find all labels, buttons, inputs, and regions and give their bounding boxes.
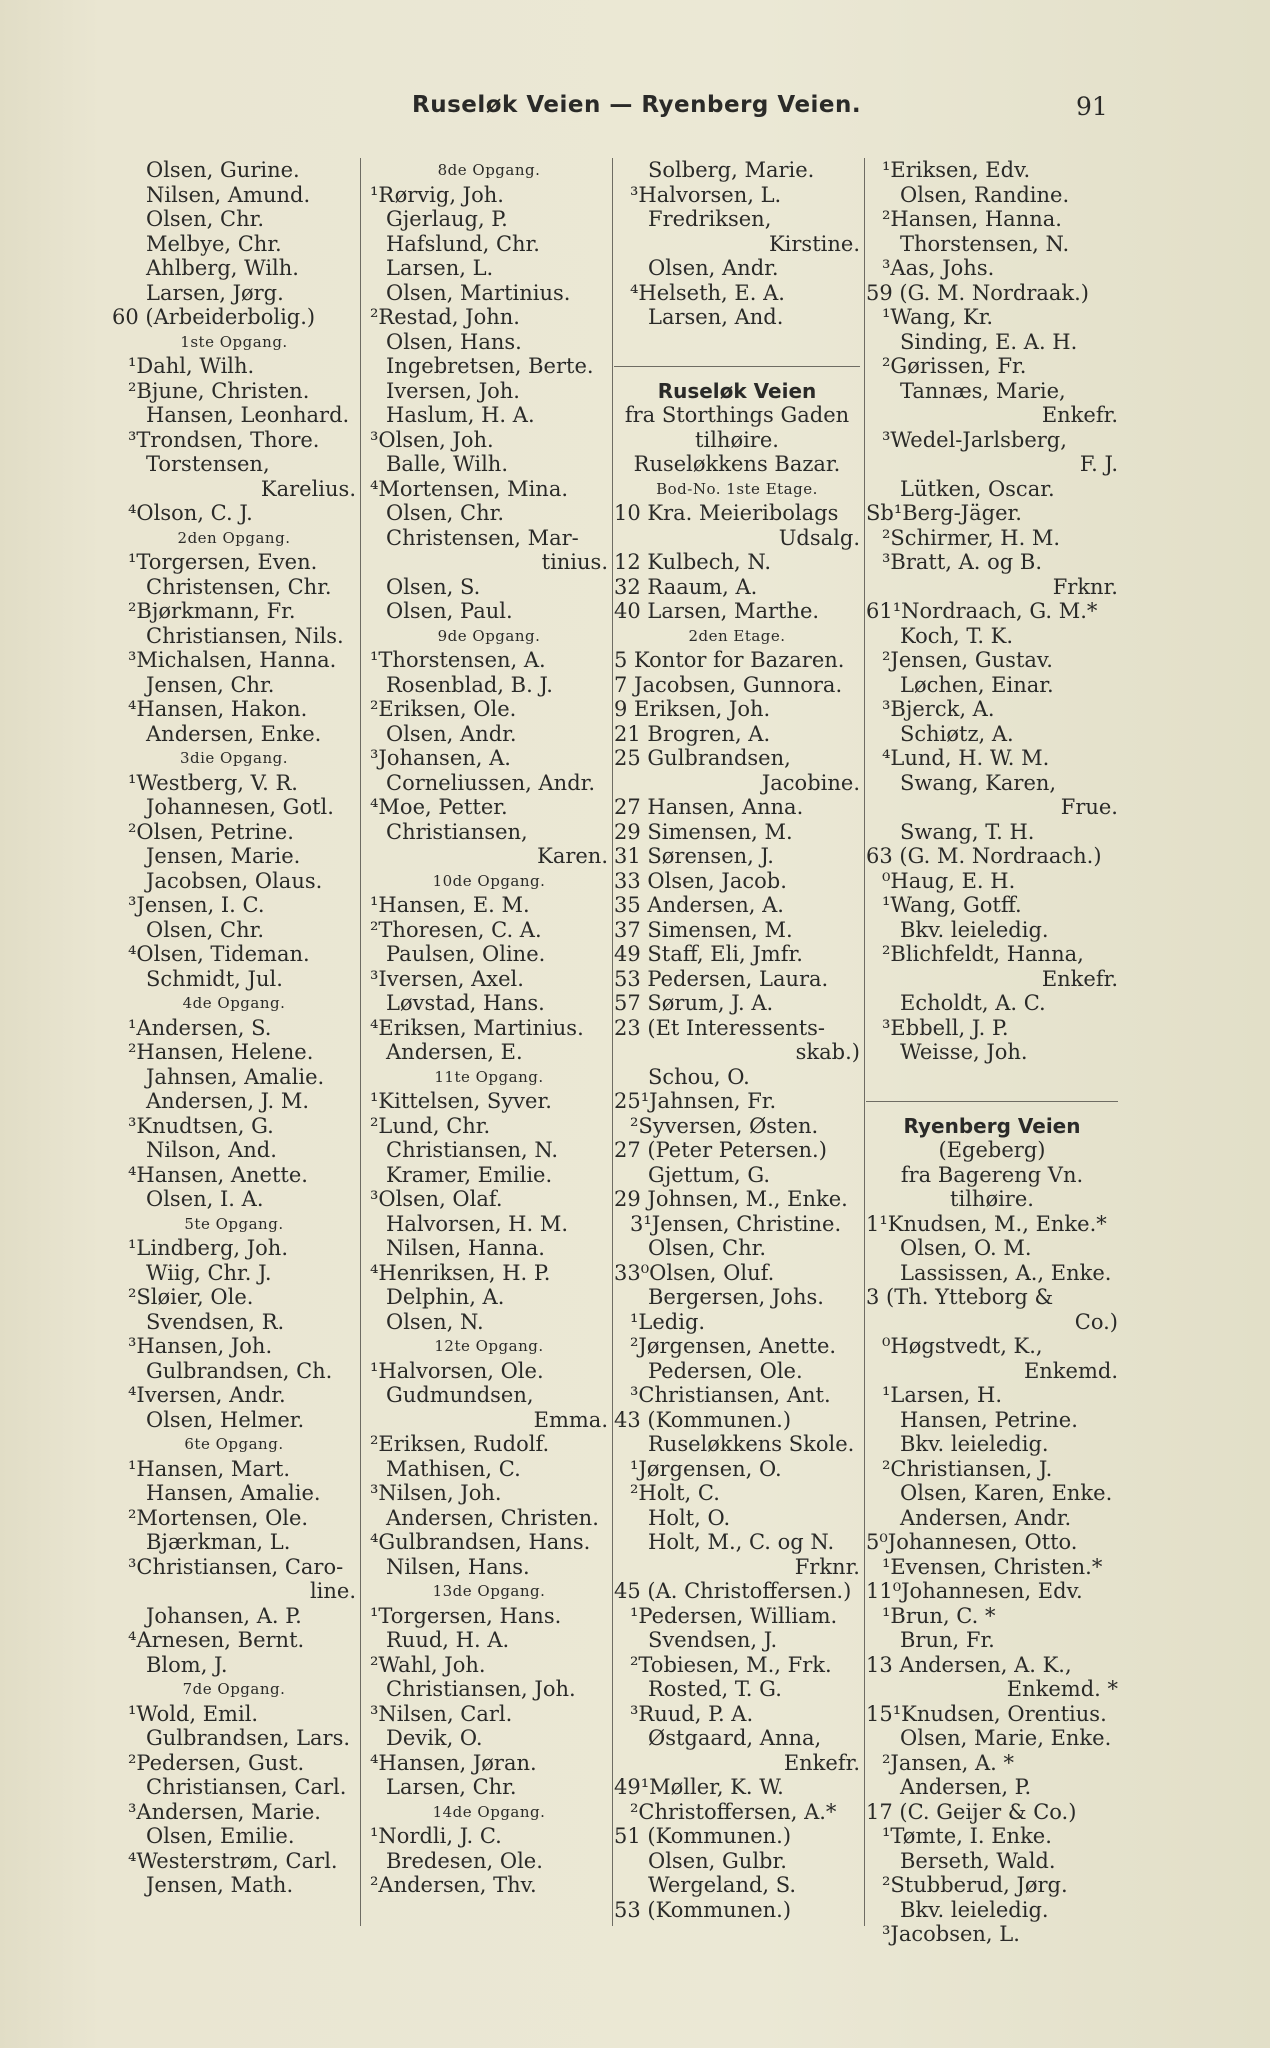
directory-entry: 32 Raaum, A.: [614, 574, 758, 599]
directory-entry: Melbye, Chr.: [146, 231, 282, 256]
directory-entry: Schmidt, Jul.: [146, 966, 283, 991]
directory-entry: 63 (G. M. Nordraach.): [866, 844, 1102, 868]
directory-entry: Blom, J.: [146, 1652, 228, 1677]
street-note: fra Bagereng Vn.: [900, 1162, 1084, 1187]
directory-entry: Johansen, A. P.: [146, 1603, 302, 1628]
directory-entry: ³Bratt, A. og B.: [882, 550, 1043, 574]
column-rule: [612, 158, 613, 1926]
directory-entry: Kramer, Emilie.: [386, 1162, 553, 1187]
directory-entry: ⁴Gulbrandsen, Hans.: [370, 1530, 591, 1554]
entry-continuation: Udsalg.: [778, 525, 860, 550]
directory-entry: 51 (Kommunen.): [614, 1824, 792, 1848]
directory-entry: 31 Sørensen, J.: [614, 844, 774, 868]
directory-entry: ³Ebbell, J. P.: [882, 1015, 1009, 1040]
stairway-heading: 14de Opgang.: [432, 1802, 546, 1821]
entry-continuation: Emma.: [533, 1407, 608, 1432]
directory-entry: ¹Lindberg, Joh.: [128, 1236, 289, 1260]
directory-entry: Olsen, Chr.: [146, 207, 265, 231]
directory-entry: Bjærkman, L.: [146, 1530, 291, 1554]
directory-entry: ³Hansen, Joh.: [128, 1334, 273, 1358]
entry-continuation: Jacobine.: [761, 770, 860, 795]
directory-entry: Ruseløkkens Skole.: [648, 1432, 855, 1456]
directory-entry: Iversen, Joh.: [386, 378, 520, 403]
directory-entry: 35 Andersen, A.: [614, 893, 784, 917]
directory-entry: Christiansen, Carl.: [146, 1775, 347, 1799]
directory-entry: 3 (Th. Ytteborg &: [866, 1285, 1054, 1309]
directory-entry: ²Olsen, Petrine.: [128, 819, 294, 844]
directory-entry: Larsen, Jørg.: [146, 280, 284, 305]
directory-entry: Svendsen, R.: [146, 1309, 285, 1334]
directory-entry: ⁴Lund, H. W. M.: [882, 746, 1050, 770]
street-heading: Ruseløk Veien: [657, 378, 817, 403]
directory-entry: Olsen, O. M.: [900, 1236, 1032, 1260]
directory-entry: Christiansen, Nils.: [146, 623, 344, 648]
directory-entry: 49 Staff, Eli, Jmfr.: [614, 942, 803, 966]
directory-entry: ³Jacobsen, L.: [882, 1922, 1020, 1946]
column-rule: [864, 158, 865, 1926]
directory-entry: ⁴Olson, C. J.: [128, 501, 253, 525]
directory-entry: Koch, T. K.: [900, 623, 1014, 648]
directory-entry: 7 Jacobsen, Gunnora.: [614, 672, 843, 697]
directory-entry: Haslum, H. A.: [386, 403, 535, 427]
directory-entry: ²Jørgensen, Anette.: [630, 1334, 837, 1358]
directory-entry: Wiig, Chr. J.: [146, 1260, 272, 1285]
directory-entry: ¹Nordli, J. C.: [370, 1824, 502, 1848]
directory-entry: Bkv. leieledig.: [900, 1432, 1049, 1456]
directory-entry: Solberg, Marie.: [648, 158, 815, 182]
directory-entry: Gjerlaug, P.: [386, 207, 508, 231]
directory-entry: 43 (Kommunen.): [614, 1407, 792, 1432]
directory-entry: ³Christiansen, Caro-: [128, 1554, 344, 1579]
directory-entry: Jahnsen, Amalie.: [146, 1064, 325, 1089]
directory-entry: Sb¹Berg-Jäger.: [866, 501, 1022, 525]
directory-entry: Larsen, And.: [648, 305, 784, 329]
entry-continuation: Karen.: [537, 844, 608, 868]
directory-entry: Gjettum, G.: [648, 1162, 771, 1187]
directory-entry: Svendsen, J.: [648, 1628, 778, 1652]
directory-entry: ³Olsen, Olaf.: [370, 1187, 503, 1211]
directory-entry: Balle, Wilh.: [386, 452, 509, 476]
directory-entry: Christensen, Mar-: [386, 525, 579, 550]
directory-entry: Olsen, Gulbr.: [648, 1848, 787, 1873]
directory-entry: ⁴Henriksen, H. P.: [370, 1260, 551, 1285]
directory-entry: ¹Andersen, S.: [128, 1015, 272, 1040]
directory-entry: Bkv. leieledig.: [900, 1897, 1049, 1922]
stairway-heading: 7de Opgang.: [182, 1680, 286, 1698]
directory-entry: ⁴Olsen, Tideman.: [128, 942, 310, 966]
directory-entry: Olsen, Martinius.: [386, 280, 571, 305]
directory-entry: Holt, O.: [648, 1505, 731, 1530]
directory-entry: 33 Olsen, Jacob.: [614, 868, 787, 893]
directory-entry: Wergeland, S.: [648, 1873, 797, 1897]
directory-entry: 57 Sørum, J. A.: [614, 991, 774, 1015]
directory-entry: Swang, Karen,: [900, 770, 1057, 795]
directory-entry: Larsen, L.: [386, 256, 494, 280]
directory-entry: Ahlberg, Wilh.: [146, 256, 299, 280]
directory-entry: Andersen, P.: [900, 1775, 1032, 1799]
directory-entry: Hansen, Petrine.: [900, 1407, 1078, 1432]
entry-continuation: Enkemd.: [1023, 1358, 1118, 1383]
directory-entry: ¹Rørvig, Joh.: [370, 182, 504, 207]
directory-entry: ³Nilsen, Joh.: [370, 1481, 502, 1505]
stairway-heading: Bod-No. 1ste Etage.: [656, 479, 818, 498]
directory-entry: 61¹Nordraach, G. M.*: [866, 599, 1098, 623]
entry-continuation: Frknr.: [1052, 574, 1118, 599]
directory-entry: Olsen, Hans.: [386, 329, 522, 354]
directory-entry: 17 (C. Geijer & Co.): [866, 1799, 1077, 1824]
directory-entry: ²Christoffersen, A.*: [630, 1799, 837, 1824]
street-note: Ruseløkkens Bazar.: [633, 452, 841, 476]
directory-entry: Løvstad, Hans.: [386, 991, 545, 1015]
street-heading: Ryenberg Veien: [903, 1113, 1081, 1138]
directory-entry: Jensen, Marie.: [146, 844, 301, 868]
column-2: [370, 158, 608, 1898]
directory-entry: Olsen, Marie, Enke.: [900, 1726, 1112, 1750]
directory-entry: Weisse, Joh.: [900, 1040, 1028, 1064]
entry-continuation: Frknr.: [794, 1554, 860, 1579]
directory-entry: 59 (G. M. Nordraak.): [866, 280, 1089, 305]
directory-entry: Nilsen, Hans.: [386, 1554, 530, 1579]
directory-entry: Brun, Fr.: [900, 1628, 995, 1652]
directory-entry: Lütken, Oscar.: [900, 476, 1055, 501]
directory-entry: Nilsen, Amund.: [146, 182, 311, 207]
directory-entry: Løchen, Einar.: [900, 672, 1054, 697]
directory-entry: 25¹Jahnsen, Fr.: [614, 1089, 777, 1113]
directory-entry: 49¹Møller, K. W.: [614, 1775, 784, 1799]
directory-entry: 5⁰Johannesen, Otto.: [866, 1530, 1078, 1554]
directory-entry: Jensen, Math.: [146, 1873, 294, 1897]
directory-entry: ²Gørissen, Fr.: [882, 354, 1027, 378]
entry-continuation: Enkefr.: [1041, 966, 1118, 991]
directory-entry: Thorstensen, N.: [900, 231, 1070, 256]
directory-entry: Andersen, Christen.: [386, 1505, 599, 1530]
directory-entry: ²Eriksen, Rudolf.: [370, 1432, 550, 1456]
directory-entry: Hansen, Amalie.: [146, 1481, 321, 1505]
directory-entry: ²Syversen, Østen.: [630, 1113, 819, 1138]
directory-entry: ¹Hansen, Mart.: [128, 1456, 291, 1481]
directory-entry: ³Johansen, A.: [370, 746, 511, 770]
stairway-heading: 3die Opgang.: [179, 749, 289, 767]
stairway-heading: 1ste Opgang.: [180, 332, 288, 351]
directory-entry: ⁴Helseth, E. A.: [630, 280, 785, 305]
directory-entry: ¹Dahl, Wilh.: [128, 354, 255, 378]
directory-entry: Christiansen,: [386, 819, 528, 844]
directory-entry: Pedersen, Ole.: [648, 1358, 803, 1383]
directory-entry: Schiøtz, A.: [900, 721, 1014, 746]
directory-entry: ¹Halvorsen, Ole.: [370, 1358, 544, 1383]
street-note: fra Storthings Gaden: [624, 403, 850, 427]
directory-entry: Olsen, Emilie.: [146, 1824, 295, 1848]
directory-entry: ²Restad, John.: [370, 305, 520, 329]
directory-entry: Jensen, Chr.: [146, 672, 275, 697]
directory-entry: Rosted, T. G.: [648, 1677, 782, 1701]
directory-entry: ¹Kittelsen, Syver.: [370, 1089, 552, 1113]
directory-entry: ³Knudtsen, G.: [128, 1113, 274, 1138]
directory-entry: Østgaard, Anna,: [648, 1726, 822, 1750]
directory-entry: ¹Hansen, E. M.: [370, 893, 530, 917]
directory-entry: ¹Torgersen, Even.: [128, 550, 318, 574]
directory-entry: ¹Thorstensen, A.: [370, 648, 546, 672]
directory-entry: ²Holt, C.: [630, 1481, 720, 1505]
directory-entry: ¹Ledig.: [630, 1309, 706, 1334]
directory-entry: ⁴Iversen, Andr.: [128, 1383, 286, 1407]
stairway-heading: 10de Opgang.: [432, 871, 546, 890]
directory-entry: 9 Eriksen, Joh.: [614, 697, 771, 721]
directory-entry: ⁰Haug, E. H.: [882, 868, 1016, 893]
directory-entry: Bredesen, Ole.: [386, 1848, 543, 1873]
directory-entry: ³Iversen, Axel.: [370, 966, 524, 991]
directory-entry: Johannesen, Gotl.: [146, 795, 334, 819]
directory-entry: 25 Gulbrandsen,: [614, 746, 791, 770]
street-note: tilhøire.: [695, 427, 779, 452]
column-3: [614, 158, 860, 1922]
directory-entry: ⁴Hansen, Hakon.: [128, 697, 308, 721]
directory-entry: 15¹Knudsen, Orentius.: [866, 1701, 1107, 1726]
section-divider: [866, 1089, 1118, 1114]
directory-entry: ²Thoresen, C. A.: [370, 917, 542, 942]
directory-entry: Andersen, Andr.: [900, 1505, 1072, 1530]
directory-entry: ²Tobiesen, M., Frk.: [630, 1652, 832, 1677]
directory-entry: 27 (Peter Petersen.): [614, 1138, 827, 1162]
page-number: 91: [1076, 92, 1108, 121]
directory-entry: Bergersen, Johs.: [648, 1285, 824, 1309]
directory-entry: Torstensen,: [146, 452, 270, 476]
directory-entry: ¹Tømte, I. Enke.: [882, 1824, 1052, 1848]
directory-entry: Hafslund, Chr.: [386, 231, 540, 256]
directory-entry: Halvorsen, H. M.: [386, 1211, 569, 1236]
directory-entry: Ingebretsen, Berte.: [386, 354, 594, 378]
spacer: [614, 330, 860, 355]
directory-entry: Fredriksen,: [648, 207, 772, 231]
directory-entry: ²Bjørkmann, Fr.: [128, 599, 296, 623]
directory-entry: Olsen, Paul.: [386, 599, 513, 623]
directory-entry: Corneliussen, Andr.: [386, 770, 596, 795]
directory-entry: Nilson, And.: [146, 1138, 277, 1162]
directory-entry: Olsen, Karen, Enke.: [900, 1481, 1113, 1505]
directory-entry: ²Andersen, Thv.: [370, 1873, 537, 1897]
directory-entry: Larsen, Chr.: [386, 1775, 517, 1799]
stairway-heading: 2den Opgang.: [177, 528, 291, 547]
directory-entry: Olsen, Gurine.: [146, 158, 300, 182]
column-4: [866, 158, 1118, 1947]
directory-entry: ⁴Arnesen, Bernt.: [128, 1628, 305, 1652]
directory-entry: ²Sløier, Ole.: [128, 1285, 254, 1309]
directory-entry: ²Christiansen, J.: [882, 1456, 1053, 1481]
directory-entry: Gulbrandsen, Ch.: [146, 1358, 333, 1383]
directory-entry: Berseth, Wald.: [900, 1848, 1056, 1873]
entry-continuation: Enkefr.: [1041, 403, 1118, 427]
section-divider: [614, 354, 860, 379]
directory-entry: ²Wahl, Joh.: [370, 1652, 486, 1677]
directory-entry: Schou, O.: [648, 1064, 750, 1089]
directory-entry: Christiansen, Joh.: [386, 1677, 576, 1701]
directory-entry: Olsen, Randine.: [900, 182, 1070, 207]
directory-entry: ³Aas, Johs.: [882, 256, 995, 280]
entry-continuation: line.: [309, 1579, 356, 1603]
directory-entry: 53 Pedersen, Laura.: [614, 966, 829, 991]
directory-entry: 40 Larsen, Marthe.: [614, 599, 820, 623]
directory-entry: Olsen, N.: [386, 1309, 484, 1334]
stairway-heading: 8de Opgang.: [437, 161, 541, 179]
directory-entry: ⁴Mortensen, Mina.: [370, 476, 569, 501]
directory-entry: 29 Simensen, M.: [614, 819, 793, 844]
directory-entry: Hansen, Leonhard.: [146, 403, 350, 427]
directory-entry: ²Mortensen, Ole.: [128, 1505, 309, 1530]
directory-entry: 12 Kulbech, N.: [614, 550, 772, 574]
directory-entry: Devik, O.: [386, 1726, 483, 1750]
stairway-heading: 2den Etage.: [688, 626, 786, 645]
running-head: Ruseløk Veien — Ryenberg Veien.: [412, 92, 862, 118]
directory-entry: ³Michalsen, Hanna.: [128, 648, 337, 672]
directory-entry: ³Halvorsen, L.: [630, 182, 782, 207]
directory-entry: ²Bjune, Christen.: [128, 378, 310, 403]
directory-entry: ¹Brun, C. *: [882, 1603, 996, 1628]
stairway-heading: 13de Opgang.: [432, 1582, 546, 1600]
stairway-heading: 4de Opgang.: [182, 994, 286, 1012]
directory-entry: Gudmundsen,: [386, 1383, 534, 1407]
directory-entry: ⁰Høgstvedt, K.,: [882, 1334, 1043, 1358]
directory-entry: ²Hansen, Helene.: [128, 1040, 314, 1064]
directory-entry: ¹Jørgensen, O.: [630, 1456, 782, 1481]
directory-entry: ²Blichfeldt, Hanna,: [882, 942, 1084, 966]
directory-entry: ²Lund, Chr.: [370, 1113, 491, 1138]
directory-entry: ³Trondsen, Thore.: [128, 427, 320, 452]
directory-entry: Lassissen, A., Enke.: [900, 1260, 1112, 1285]
directory-entry: ⁴Westerstrøm, Carl.: [128, 1848, 338, 1873]
street-note: tilhøire.: [950, 1187, 1034, 1211]
directory-entry: 60 (Arbeiderbolig.): [112, 305, 316, 329]
directory-entry: ⁴Moe, Petter.: [370, 795, 508, 819]
directory-entry: 37 Simensen, M.: [614, 917, 793, 942]
directory-entry: Olsen, Chr.: [648, 1236, 767, 1260]
street-note: (Egeberg): [938, 1138, 1046, 1162]
directory-entry: ³Christiansen, Ant.: [630, 1383, 831, 1407]
stairway-heading: 12te Opgang.: [434, 1337, 544, 1355]
directory-entry: Paulsen, Oline.: [386, 942, 546, 966]
directory-entry: Olsen, I. A.: [146, 1187, 264, 1211]
directory-entry: Swang, T. H.: [900, 819, 1035, 844]
directory-entry: ¹Evensen, Christen.*: [882, 1554, 1103, 1579]
directory-entry: Gulbrandsen, Lars.: [146, 1726, 351, 1750]
spacer: [866, 1065, 1118, 1090]
directory-entry: Sinding, E. A. H.: [900, 329, 1078, 354]
directory-entry: ³Bjerck, A.: [882, 697, 995, 721]
directory-entry: 33⁰Olsen, Oluf.: [614, 1260, 775, 1285]
stairway-heading: 11te Opgang.: [434, 1067, 544, 1086]
entry-continuation: Karelius.: [260, 476, 356, 501]
column-1: [112, 158, 356, 1898]
directory-entry: ¹Wang, Gotff.: [882, 893, 1022, 917]
directory-entry: 11⁰Johannesen, Edv.: [866, 1579, 1083, 1603]
directory-entry: ²Pedersen, Gust.: [128, 1750, 305, 1775]
directory-entry: ¹Westberg, V. R.: [128, 770, 298, 795]
directory-entry: Holt, M., C. og N.: [648, 1530, 835, 1554]
directory-entry: 10 Kra. Meieribolags: [614, 501, 839, 525]
directory-entry: Olsen, Andr.: [386, 721, 517, 746]
entry-continuation: Enkemd. *: [1006, 1677, 1118, 1701]
directory-entry: ²Stubberud, Jørg.: [882, 1873, 1068, 1897]
directory-entry: Echoldt, A. C.: [900, 991, 1046, 1015]
directory-entry: Andersen, Enke.: [146, 721, 322, 746]
directory-entry: Rosenblad, B. J.: [386, 672, 553, 697]
directory-entry: 1¹Knudsen, M., Enke.*: [866, 1211, 1107, 1236]
directory-entry: Olsen, Helmer.: [146, 1407, 305, 1432]
directory-entry: 13 Andersen, A. K.,: [866, 1652, 1072, 1677]
directory-entry: Mathisen, C.: [386, 1456, 521, 1481]
entry-continuation: F. J.: [1079, 452, 1118, 476]
entry-continuation: Co.): [1074, 1309, 1118, 1334]
directory-entry: ³Wedel-Jarlsberg,: [882, 427, 1067, 452]
directory-entry: ⁴Hansen, Jøran.: [370, 1750, 537, 1775]
directory-entry: ¹Larsen, H.: [882, 1383, 1002, 1407]
directory-entry: ³Jensen, I. C.: [128, 893, 265, 917]
stairway-heading: 9de Opgang.: [437, 626, 541, 645]
directory-entry: 21 Brogren, A.: [614, 721, 771, 746]
directory-entry: ¹Wold, Emil.: [128, 1701, 259, 1726]
entry-continuation: tinius.: [541, 550, 608, 574]
entry-continuation: Kirstine.: [768, 231, 860, 256]
directory-entry: 45 (A. Christoffersen.): [614, 1579, 852, 1603]
directory-entry: Olsen, Chr.: [146, 917, 265, 942]
directory-entry: Christensen, Chr.: [146, 574, 332, 599]
directory-entry: ³Olsen, Joh.: [370, 427, 494, 452]
directory-entry: Olsen, Chr.: [386, 501, 505, 525]
entry-continuation: skab.): [795, 1040, 860, 1064]
directory-entry: ³Andersen, Marie.: [128, 1799, 321, 1824]
directory-entry: ³Ruud, P. A.: [630, 1701, 754, 1726]
directory-entry: Olsen, Andr.: [648, 256, 779, 280]
directory-entry: 29 Johnsen, M., Enke.: [614, 1187, 848, 1211]
directory-entry: Tannæs, Marie,: [900, 378, 1066, 403]
directory-entry: ¹Eriksen, Edv.: [882, 158, 1031, 182]
directory-entry: Christiansen, N.: [386, 1138, 559, 1162]
directory-entry: Ruud, H. A.: [386, 1628, 510, 1652]
directory-entry: ²Eriksen, Ole.: [370, 697, 517, 721]
stairway-heading: 5te Opgang.: [184, 1214, 284, 1233]
directory-entry: ³Nilsen, Carl.: [370, 1701, 513, 1726]
directory-entry: Bkv. leieledig.: [900, 917, 1049, 942]
directory-entry: Jacobsen, Olaus.: [146, 868, 323, 893]
directory-entry: Delphin, A.: [386, 1285, 505, 1309]
entry-continuation: Frue.: [1060, 795, 1118, 819]
directory-entry: ¹Pedersen, William.: [630, 1603, 838, 1628]
entry-continuation: Enkefr.: [783, 1750, 860, 1775]
directory-entry: 27 Hansen, Anna.: [614, 795, 804, 819]
directory-entry: Olsen, S.: [386, 574, 481, 599]
directory-entry: 53 (Kommunen.): [614, 1897, 792, 1922]
directory-entry: ¹Wang, Kr.: [882, 305, 994, 329]
directory-entry: ²Schirmer, H. M.: [882, 525, 1061, 550]
directory-entry: ¹Torgersen, Hans.: [370, 1603, 562, 1628]
directory-entry: ⁴Eriksen, Martinius.: [370, 1015, 584, 1040]
directory-entry: ⁴Hansen, Anette.: [128, 1162, 308, 1187]
directory-entry: 23 (Et Interessents-: [614, 1015, 826, 1040]
column-rule: [360, 158, 361, 1926]
directory-entry: ²Hansen, Hanna.: [882, 207, 1062, 231]
directory-entry: ²Jansen, A. *: [882, 1750, 1014, 1775]
directory-entry: Nilsen, Hanna.: [386, 1236, 545, 1260]
directory-entry: 5 Kontor for Bazaren.: [614, 648, 845, 672]
stairway-heading: 6te Opgang.: [184, 1435, 284, 1453]
directory-entry: Andersen, E.: [386, 1040, 523, 1064]
directory-entry: ²Jensen, Gustav.: [882, 648, 1053, 672]
directory-entry: Andersen, J. M.: [146, 1089, 309, 1113]
directory-entry: 3¹Jensen, Christine.: [630, 1211, 842, 1236]
